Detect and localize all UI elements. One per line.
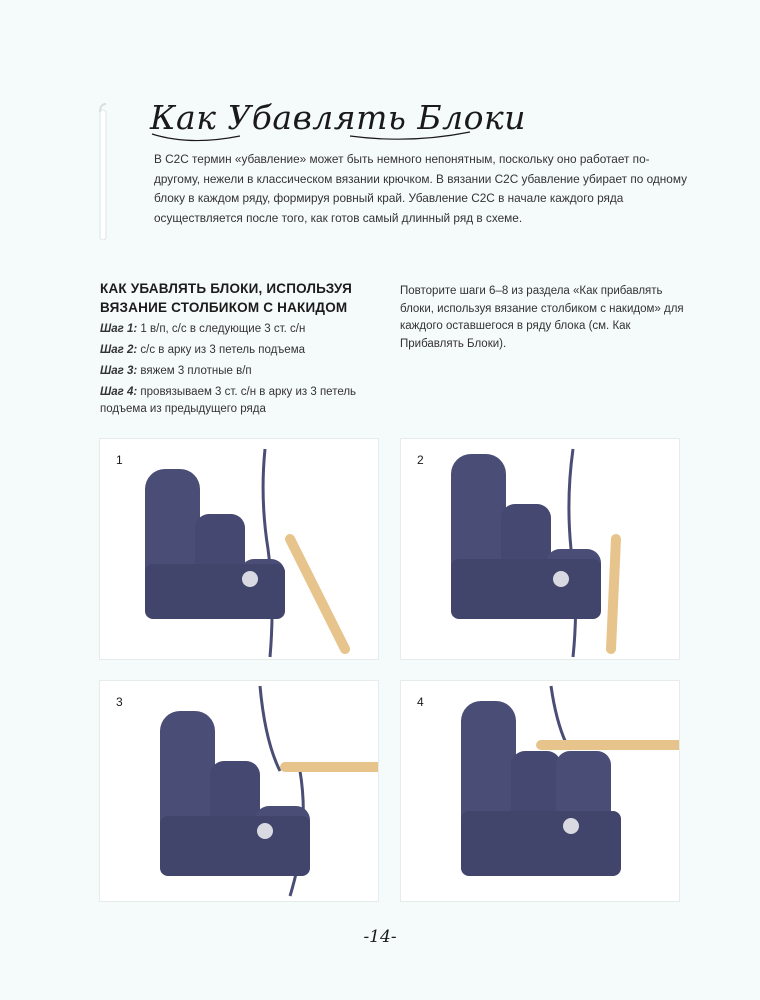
photo-step-1 (100, 439, 378, 659)
section-heading: КАК УБАВЛЯТЬ БЛОКИ, ИСПОЛЬЗУЯ ВЯЗАНИЕ СТОЛБИКОМ С НАКИДОМ (100, 281, 353, 315)
crochet-swatch-illustration (401, 681, 679, 901)
crochet-swatch-illustration (100, 439, 378, 659)
photo-number: 2 (417, 453, 424, 467)
title-flourish (150, 128, 480, 148)
repeat-note: Повторите шаги 6–8 из раздела «Как прибавлять блоки, используя вязание столбиком с накидом» для каждого оставшегося в ряду блока (см. Как Прибавлять Блоки). (400, 285, 684, 350)
intro-paragraph: В C2C термин «убавление» может быть немного непонятным, поскольку оно работает по-другому, нежели в классическом вязании крючком. В вязании C2C убавление убирает по одному блоку в каждом ряду, формируя ровный край. Убавление C2C в начале каждого ряда осуществляется после того, как готов самый длинный ряд в схеме. (154, 152, 687, 225)
photo-step-2 (401, 439, 679, 659)
page-title: Как Убавлять Блоки (150, 98, 526, 137)
photo-step-3 (100, 681, 378, 901)
photo-number: 4 (417, 695, 424, 709)
step-3 (100, 363, 390, 380)
step-label: Шаг 4: (100, 386, 138, 398)
crochet-hook-decoration (96, 102, 110, 240)
step-label: Шаг 3: (100, 365, 138, 377)
crochet-swatch-illustration (401, 439, 679, 659)
step-text: с/с в арку из 3 петель подъема (140, 344, 305, 356)
photo-number: 3 (116, 695, 123, 709)
instructions-column (100, 279, 390, 418)
step-4 (100, 384, 390, 418)
step-1 (100, 321, 390, 338)
step-text: вяжем 3 плотные в/п (140, 365, 252, 377)
step-text: 1 в/п, с/с в следующие 3 ст. с/н (140, 323, 306, 335)
crochet-swatch-illustration (100, 681, 378, 901)
step-label: Шаг 2: (100, 344, 138, 356)
step-text: провязываем 3 ст. с/н в арку из 3 петель подъема из предыдущего ряда (100, 386, 357, 415)
page-number: -14- (363, 927, 397, 947)
photo-step-4 (401, 681, 679, 901)
photo-number: 1 (116, 453, 123, 467)
step-label: Шаг 1: (100, 323, 138, 335)
step-2 (100, 342, 390, 359)
